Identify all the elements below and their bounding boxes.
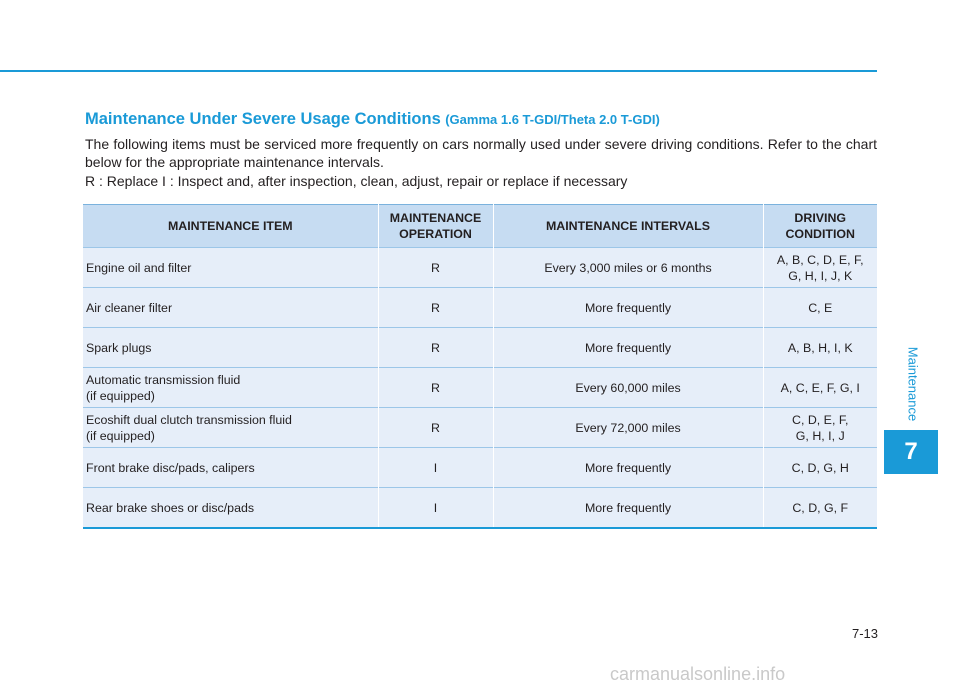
cell-maintenance-operation: I bbox=[378, 488, 493, 529]
table-row bbox=[83, 248, 877, 288]
header-driving-condition bbox=[763, 205, 877, 248]
item-text-note: (if equipped) bbox=[86, 388, 155, 403]
header-operation-line1: MAINTENANCE bbox=[389, 211, 482, 225]
header-condition-line2: CONDITION bbox=[785, 227, 856, 241]
condition-text: A, C, E, F, G, I bbox=[780, 380, 860, 395]
cell-maintenance-operation: R bbox=[378, 408, 493, 448]
condition-text-cont: G, H, I, J, K bbox=[788, 268, 853, 283]
table-row bbox=[83, 328, 877, 368]
section-heading bbox=[85, 110, 660, 129]
section-title: Maintenance Under Severe Usage Conditions bbox=[85, 110, 441, 128]
cell-maintenance-interval: More frequently bbox=[493, 288, 763, 328]
table-header-row bbox=[83, 205, 877, 248]
item-text-note: (if equipped) bbox=[86, 428, 155, 443]
cell-maintenance-interval: More frequently bbox=[493, 328, 763, 368]
cell-maintenance-item bbox=[83, 248, 378, 288]
condition-text: A, B, H, I, K bbox=[787, 340, 853, 355]
side-section-label bbox=[898, 344, 928, 424]
table-row bbox=[83, 408, 877, 448]
cell-maintenance-item bbox=[83, 488, 378, 529]
page-number: 7-13 bbox=[851, 626, 878, 641]
header-maintenance-operation bbox=[378, 205, 493, 248]
cell-maintenance-interval: More frequently bbox=[493, 448, 763, 488]
cell-maintenance-operation: I bbox=[378, 448, 493, 488]
cell-maintenance-operation: R bbox=[378, 368, 493, 408]
cell-driving-condition bbox=[763, 448, 877, 488]
cell-maintenance-operation: R bbox=[378, 288, 493, 328]
cell-maintenance-operation: R bbox=[378, 248, 493, 288]
cell-maintenance-interval: More frequently bbox=[493, 488, 763, 529]
cell-maintenance-item bbox=[83, 288, 378, 328]
side-label-text: Maintenance bbox=[905, 346, 921, 422]
condition-text: C, D, E, F, bbox=[792, 412, 849, 427]
cell-maintenance-item bbox=[83, 328, 378, 368]
table-row bbox=[83, 368, 877, 408]
table-row bbox=[83, 448, 877, 488]
item-text: Air cleaner filter bbox=[86, 300, 173, 315]
cell-driving-condition bbox=[763, 328, 877, 368]
intro-paragraph: The following items must be serviced more frequently on cars normally used under severe driving conditions. Refer to the chart below for the appropriate maintenance intervals. bbox=[85, 136, 877, 170]
item-text: Engine oil and filter bbox=[86, 260, 192, 275]
item-text: Automatic transmission fluid bbox=[86, 372, 241, 387]
top-divider bbox=[0, 70, 877, 72]
condition-text: C, D, G, F bbox=[792, 500, 849, 515]
cell-maintenance-interval: Every 3,000 miles or 6 months bbox=[493, 248, 763, 288]
cell-driving-condition bbox=[763, 368, 877, 408]
cell-maintenance-interval: Every 72,000 miles bbox=[493, 408, 763, 448]
condition-text: C, E bbox=[808, 300, 833, 315]
table-row bbox=[83, 488, 877, 529]
legend-text: R : Replace I : Inspect and, after inspection, clean, adjust, repair or replace if necessary bbox=[85, 173, 628, 189]
watermark: carmanualsonline.info bbox=[610, 664, 786, 684]
header-operation-line2: OPERATION bbox=[399, 227, 472, 241]
header-condition-line1: DRIVING bbox=[794, 211, 847, 225]
table-body bbox=[83, 248, 877, 529]
cell-maintenance-operation: R bbox=[378, 328, 493, 368]
cell-driving-condition bbox=[763, 288, 877, 328]
chapter-tab: 7 bbox=[884, 430, 938, 474]
item-text: Spark plugs bbox=[86, 340, 152, 355]
cell-driving-condition bbox=[763, 248, 877, 288]
item-text: Rear brake shoes or disc/pads bbox=[86, 500, 255, 515]
condition-text: A, B, C, D, E, F, bbox=[776, 252, 864, 267]
cell-maintenance-interval: Every 60,000 miles bbox=[493, 368, 763, 408]
item-text: Front brake disc/pads, calipers bbox=[86, 460, 255, 475]
maintenance-table bbox=[83, 204, 877, 529]
condition-text-cont: G, H, I, J bbox=[795, 428, 845, 443]
cell-maintenance-item bbox=[83, 368, 378, 408]
cell-maintenance-item bbox=[83, 408, 378, 448]
section-subtitle: (Gamma 1.6 T-GDI/Theta 2.0 T-GDI) bbox=[445, 112, 660, 127]
cell-driving-condition bbox=[763, 408, 877, 448]
condition-text: C, D, G, H bbox=[791, 460, 849, 475]
item-text: Ecoshift dual clutch transmission fluid bbox=[86, 412, 292, 427]
cell-maintenance-item bbox=[83, 448, 378, 488]
header-maintenance-item: MAINTENANCE ITEM bbox=[83, 205, 378, 248]
table-row bbox=[83, 288, 877, 328]
cell-driving-condition bbox=[763, 488, 877, 529]
header-maintenance-intervals: MAINTENANCE INTERVALS bbox=[493, 205, 763, 248]
